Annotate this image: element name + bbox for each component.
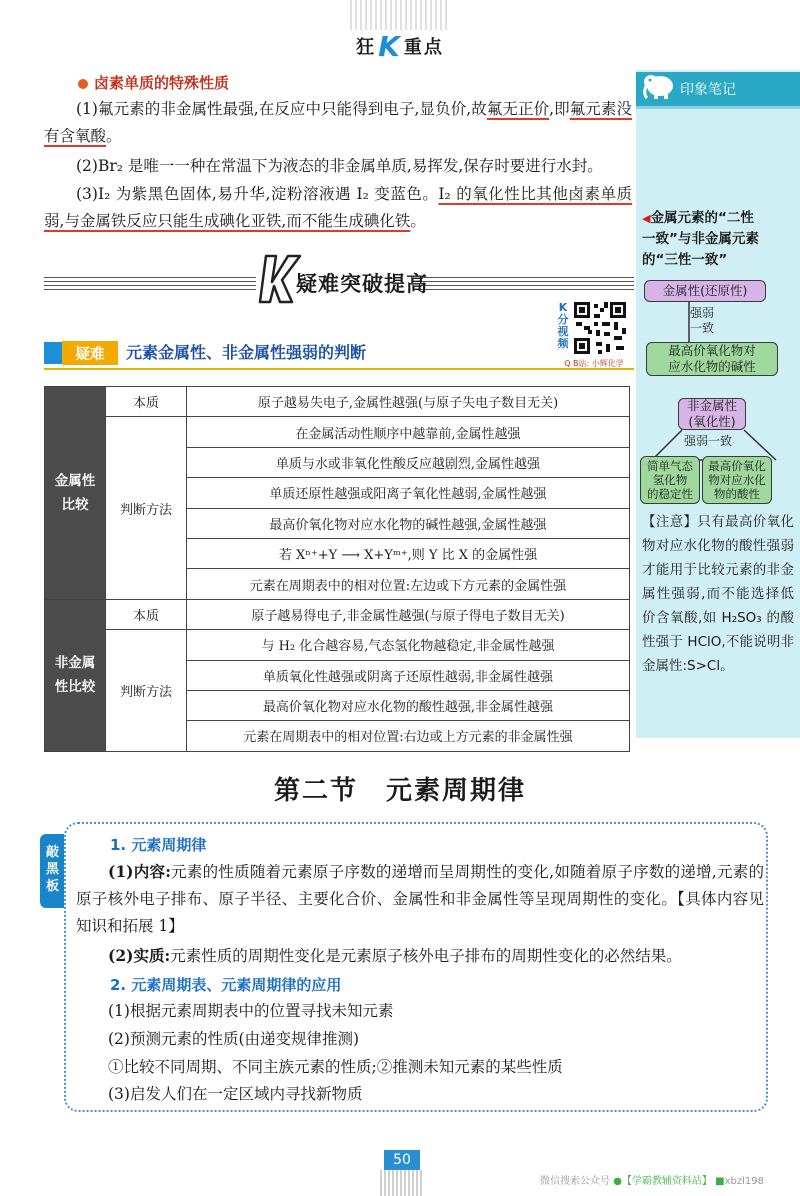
metal-essence-label: 本质 [106,387,187,417]
p1-text-a: (1)氟元素的非金属性最强,在反应中只能得到电子,显负价,故 [76,100,487,118]
banner-hatch-left [44,274,256,290]
watermark [540,1172,764,1187]
application-3: ①比较不同周期、不同主族元素的性质;②推测未知元素的某些性质 [108,1058,563,1076]
nonmetal-method-2: 单质氧化性越强或阴离子还原性越弱,非金属性越强 [187,660,630,690]
nonmetal-category-l2: 性比较 [54,679,96,696]
sidebar-heading [642,208,798,271]
nonmetal-link-label: 强弱一致 [684,434,733,448]
hydride-l1: 简单气态 [647,459,693,473]
board-content-1 [76,858,764,940]
metal-hydroxide-l2: 应水化物的碱性 [668,359,756,374]
p3-text-a: (3)I₂ 为紫黑色固体,易升华,淀粉溶液遇 I₂ 变蓝色。 [76,185,439,203]
hydride-l3: 的稳定性 [647,487,693,501]
sidebar-heading-l3: 的“三性一致” [642,252,728,268]
nonmetal-box-l2: (氧化性) [688,414,736,429]
nonmetal-method-3: 最高价氧化物对应水化物的酸性越强,非金属性越强 [187,690,630,720]
acid-l1: 最高价氧化 [708,459,766,473]
nonmetal-essence-label: 本质 [106,599,187,629]
nonmetal-essence-text: 原子越易得电子,非金属性越强(与原子得电子数目无关) [187,599,630,629]
halogen-heading [78,72,229,93]
metal-category-l1: 金属性 [54,472,96,489]
header-title-left: 狂 [356,37,377,58]
watermark-text-1: 微信搜索公众号 [540,1176,610,1187]
content-text: 元素的性质随着元素原子序数的递增而呈周期性的变化,如随着原子序数的递增,元素的原子核外电子排布、原子半径、主要化合价、金属性和非金属性等呈现周期性的变化。【具体内容见知识和拓展 1】 [76,863,764,935]
metal-method-4: 最高价氧化物对应水化物的碱性越强,金属性越强 [187,508,630,538]
essence-text: 元素性质的周期性变化是元素原子核外电子排布的周期性变化的必然结果。 [170,947,682,965]
application-2: (2)预测元素的性质(由递变规律推测) [108,1030,360,1048]
section-title: 第二节 元素周期律 [273,776,526,806]
metal-method-2: 单质与水或非氧化性酸反应越剧烈,金属性越强 [187,447,630,477]
board-heading-2: 2. 元素周期表、元素周期律的应用 [110,976,342,994]
difficulty-divider [44,368,634,370]
essence-label: (2)实质: [108,946,171,965]
halogen-paragraph-2: (2)Br₂ 是唯一一种在常温下为液态的非金属单质,易挥发,保存时要进行水封。 [76,157,603,175]
footer-decoration [380,1170,424,1196]
wechat-icon: ● [613,1176,622,1187]
table-row [45,417,630,447]
page-number: 50 [384,1150,420,1170]
board-content-2 [76,942,764,970]
property-comparison-table [44,386,630,752]
p3-underlined-a: I₂ 的氧化性比其他卤素 [438,185,601,203]
p1-underlined-b: 氟元素没有含氧酸 [44,100,632,145]
p1-text-c: ,即 [549,100,570,118]
watermark-text-3: xbzl198 [724,1176,764,1187]
content-label: (1)内容: [108,862,171,881]
metal-category-l2: 比较 [61,496,89,513]
acid-l2: 物对应水化 [708,473,766,487]
board-heading-1: 1. 元素周期律 [110,836,207,854]
halogen-paragraph-3 [44,181,632,235]
banner-hatch-right [420,274,634,290]
qr-code-icon [572,300,628,356]
acid-strength-box [702,456,772,504]
metal-category-cell [45,387,106,600]
hydride-l2: 氢化物 [652,473,688,487]
p1-underlined-a: 氟无正价 [486,100,550,118]
sidebar-heading-l2: 一致”与非金属元素 [642,231,759,247]
p3-text-d: 。 [410,212,426,230]
metal-method-3: 单质还原性越强或阳离子氧化性越弱,金属性越强 [187,478,630,508]
nonmetal-category-l1: 非金属 [54,655,96,672]
metal-essence-text: 原子越易失电子,金属性越强(与原子失电子数目无关) [187,387,630,417]
table-row [45,630,630,660]
metal-method-6: 元素在周期表中的相对位置:左边或下方元素的金属性强 [187,569,630,599]
acid-l3: 物的酸性 [714,487,760,501]
metal-link-label [690,306,714,336]
application-4: (3)启发人们在一定区域内寻找新物质 [108,1085,363,1103]
sidebar-note: 【注意】只有最高价氧化物对应水化物的酸性强弱才能用于比较元素的非金属性强弱,而不能选择低价含氧酸,如 H₂SO₃ 的酸性强于 HClO,不能说明非金属性:S>Cl。 [642,514,794,674]
header-title [348,30,452,62]
halogen-paragraph-1 [44,96,632,150]
header-decoration [350,0,450,30]
elephant-icon [640,68,678,102]
metal-link-l1: 强弱 [690,306,715,320]
nonmetal-category-cell [45,599,106,751]
header-k-logo: K [378,29,402,63]
sidebar-title: 印象笔记 [680,82,736,98]
qr-side-text: K分视频 [557,301,569,350]
qr-code-area[interactable] [556,300,632,370]
triangle-bullet-icon: ◀ [642,212,651,225]
banner-title: 疑难突破提高 [296,272,428,296]
header-title-right: 重点 [403,37,444,58]
metal-hydroxide-box [646,342,778,376]
p3-underlined-b: 单质弱,与金属铁反应只能生成碘化亚铁,而不能生成碘化铁 [44,185,632,230]
metal-hydroxide-l1: 最高价氧化物对 [668,343,756,358]
table-row [45,387,630,417]
metal-method-1: 在金属活动性顺序中越靠前,金属性越强 [187,417,630,447]
bullet-dot-icon [78,79,88,89]
sidebar-heading-l1: 金属元素的“二性 [650,210,754,226]
watermark-text-2: 【学霸教辅资料站】 [621,1176,712,1187]
metal-link-l2: 一致 [690,321,715,335]
board-tab [40,834,64,908]
book-icon [44,342,62,364]
application-1: (1)根据元素周期表中的位置寻找未知元素 [108,1002,394,1020]
sidebar-header-divider [636,106,800,109]
difficulty-tag: 疑难 [62,341,118,365]
p1-text-e: 。 [106,127,122,145]
chat-icon: ■ [715,1176,725,1187]
difficulty-title: 元素金属性、非金属性强弱的判断 [126,343,367,362]
nonmetal-method-label: 判断方法 [106,630,187,752]
qr-caption: Q B站: 小辉化学 [564,359,624,368]
metal-method-5: 若 Xⁿ⁺+Y ⟶ X+Yᵐ⁺,则 Y 比 X 的金属性强 [187,538,630,568]
hydride-stability-box [640,456,700,504]
nonmetal-method-1: 与 H₂ 化合越容易,气态氢化物越稳定,非金属性越强 [187,630,630,660]
metal-property-box: 金属性(还原性) [644,280,766,302]
metal-method-label: 判断方法 [106,417,187,599]
halogen-heading-text: 卤素单质的特殊性质 [94,74,230,92]
board-tab-label: 敲黑板 [46,845,60,894]
table-row [45,599,630,629]
nonmetal-box-l1: 非金属性 [686,398,737,413]
nonmetal-method-4: 元素在周期表中的相对位置:右边或上方元素的非金属性强 [187,721,630,751]
